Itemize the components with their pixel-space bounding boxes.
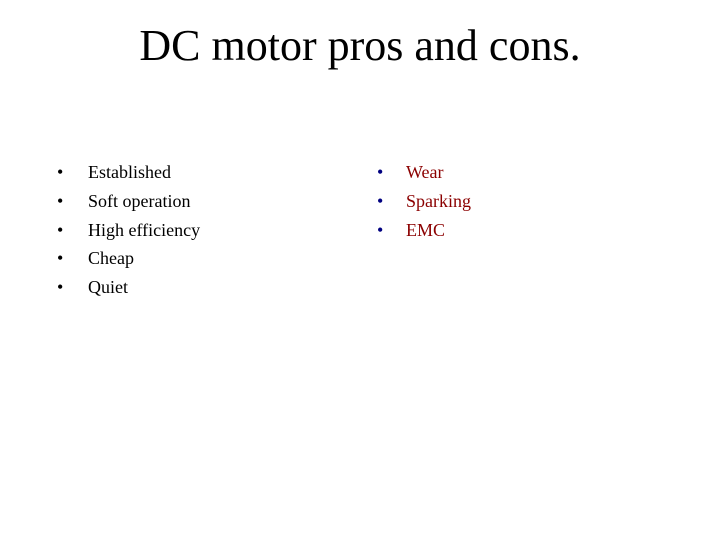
bullet-icon: • xyxy=(57,219,64,240)
pro-label: Cheap xyxy=(88,248,134,269)
pro-label: Established xyxy=(88,162,171,182)
pro-label: High efficiency xyxy=(88,219,201,240)
bullet-icon: • xyxy=(57,190,64,211)
bullet-icon: • xyxy=(377,190,384,211)
con-label: EMC xyxy=(406,219,446,240)
pro-label: Soft operation xyxy=(88,190,191,211)
pro-label: Quiet xyxy=(88,277,128,298)
con-label: Wear xyxy=(406,162,444,182)
bullet-icon: • xyxy=(57,277,64,298)
bullet-icon: • xyxy=(377,219,384,240)
bullet-icon: • xyxy=(377,162,384,182)
con-label: Sparking xyxy=(406,190,471,211)
bullet-icon: • xyxy=(57,162,64,182)
slide-title: DC motor pros and cons. xyxy=(139,21,581,70)
bullet-icon: • xyxy=(57,248,64,269)
